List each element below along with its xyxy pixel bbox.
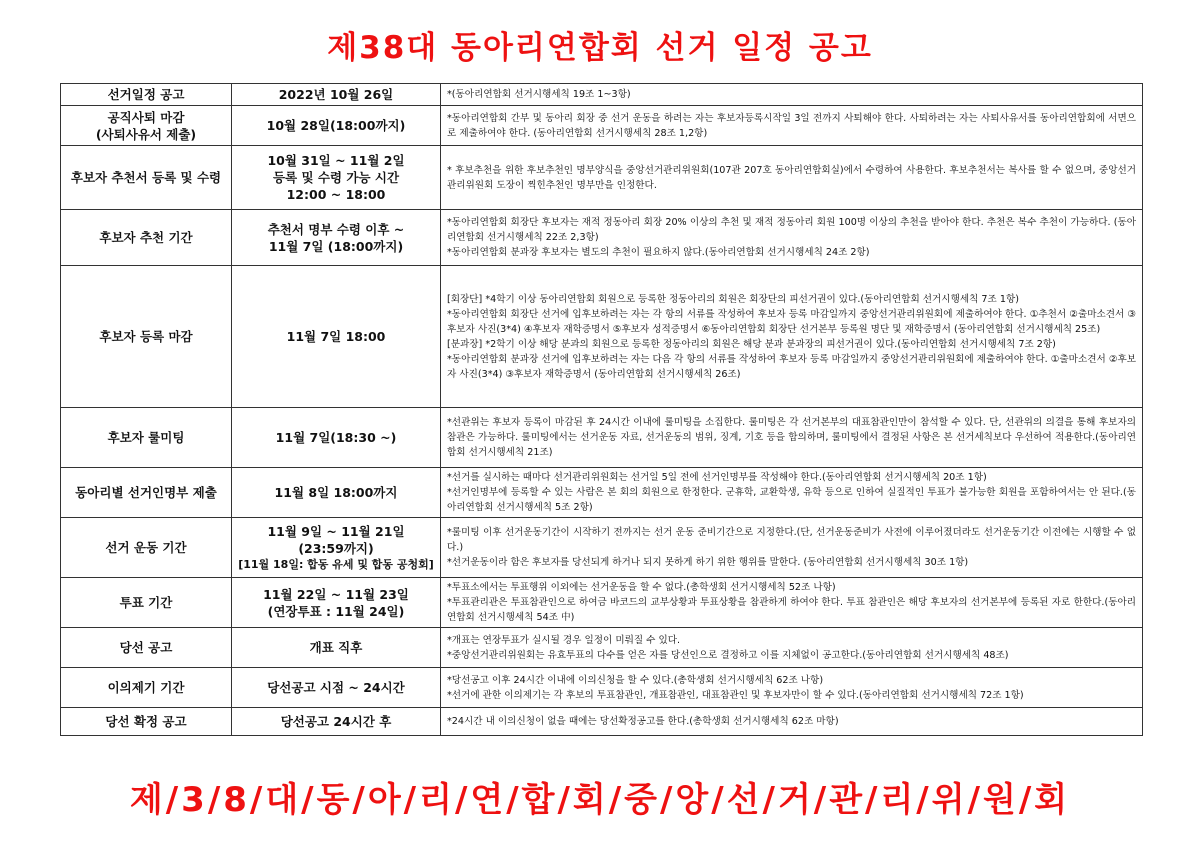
date-text: 11월 7일(18:30 ~) bbox=[275, 430, 397, 445]
event-label: 선거 운동 기간 bbox=[105, 540, 187, 555]
event-cell bbox=[61, 628, 232, 668]
note-text: *룰미팅 이후 선거운동기간이 시작하기 전까지는 선거 운동 준비기간으로 지정한다.(단, 선거운동준비가 사전에 이루어졌더라도 선거운동기간 이전에는 시행할 수 없다.) bbox=[447, 527, 1136, 553]
note-text: *당선공고 이후 24시간 이내에 이의신청을 할 수 있다.(총학생회 선거시행세칙 62조 나항) bbox=[447, 674, 824, 686]
date-text: 11월 7일 18:00 bbox=[286, 329, 386, 344]
schedule-row bbox=[61, 628, 1143, 668]
date-cell bbox=[232, 468, 441, 518]
notes-cell bbox=[441, 518, 1143, 578]
date-text: 당선공고 24시간 후 bbox=[280, 714, 392, 729]
note-text: *투표소에서는 투표행위 이외에는 선거운동을 할 수 없다.(총학생회 선거시행세칙 52조 나항) bbox=[447, 582, 836, 593]
note-text: *동아리연합회 간부 및 동아리 회장 중 선거 운동을 하려는 자는 후보자등록시작일 3일 전까지 사퇴해야 한다. 사퇴하려는 자는 사퇴사유서를 동아리연합회에 서면으로 제출하여야 한다. (동아리연합회 선거시행세칙 28조 1,2항) bbox=[447, 112, 1136, 139]
notes-cell bbox=[441, 668, 1143, 708]
event-cell bbox=[61, 408, 232, 468]
note-text: *동아리연합회 회장단 선거에 입후보하려는 자는 각 항의 서류를 작성하여 후보자 등록 마감일까지 중앙선거관리위원회에 제출하여야 한다. ①추천서 ②출마소견서 ③후보자 사진(3*4) ④후보자 재학증명서 ⑤후보자 성적증명서 ⑥동아리연합회 회장단 선거본부 등록원 명단 및 재학증명서 (동아리연합회 선거시행세칙 25조) bbox=[447, 308, 1136, 335]
note-text: *개표는 연장투표가 실시될 경우 일정이 미뤄질 수 있다. bbox=[447, 634, 681, 646]
event-cell bbox=[61, 668, 232, 708]
date-cell bbox=[232, 408, 441, 468]
note-text: *선관위는 후보자 등록이 마감된 후 24시간 이내에 룰미팅을 소집한다. 룰미팅은 각 선거본부의 대표참관인만이 참석할 수 있다. 단, 선관위의 의결을 통해 후보자의 참관은 가능하다. 룰미팅에서는 선거운동 자료, 선거운동의 범위, 징계, 기호 등을 합의하며, 룰미팅에서 결정된 사항은 본 선거세칙보다 우선하여 적용한다.(동아리연합회 선거시행세칙 21조) bbox=[447, 417, 1136, 458]
event-cell bbox=[61, 708, 232, 736]
date-text: 개표 직후 bbox=[309, 640, 363, 655]
event-label: 후보자 룰미팅 bbox=[107, 430, 185, 445]
note-text: *동아리연합회 회장단 후보자는 재적 정동아리 회장 20% 이상의 추천 및 재적 정동아리 회원 100명 이상의 추천을 받아야 한다. 추천은 복수 추천이 가능하다. (동아리연합회 선거시행세칙 22조 2,3항) bbox=[447, 217, 1136, 243]
note-text: *선거를 실시하는 때마다 선거관리위원회는 선거일 5일 전에 선거인명부를 작성해야 한다.(동아리연합회 선거시행세칙 20조 1항) bbox=[447, 472, 987, 483]
date-cell bbox=[232, 146, 441, 210]
date-cell bbox=[232, 106, 441, 146]
event-label: 후보자 등록 마감 bbox=[99, 329, 193, 344]
date-cell bbox=[232, 628, 441, 668]
event-label: 공직사퇴 마감 bbox=[107, 109, 185, 125]
schedule-table-body bbox=[61, 84, 1143, 736]
event-cell bbox=[61, 146, 232, 210]
note-text: *24시간 내 이의신청이 없을 때에는 당선확정공고를 한다.(총학생회 선거시행세칙 62조 마항) bbox=[447, 716, 839, 727]
date-note: [11월 18일: 합동 유세 및 합동 공청회] bbox=[238, 557, 434, 571]
event-label: 후보자 추천 기간 bbox=[99, 230, 193, 245]
schedule-row bbox=[61, 210, 1143, 266]
note-text: *선거운동이라 함은 후보자를 당선되게 하거나 되지 못하게 하기 위한 행위를 말한다. (동아리연합회 선거시행세칙 30조 1항) bbox=[447, 557, 969, 568]
date-text: 11월 7일 (18:00까지) bbox=[268, 238, 404, 254]
notes-cell bbox=[441, 408, 1143, 468]
note-text: [회장단] *4학기 이상 동아리연합회 회원으로 등록한 정동아리의 회원은 회장단의 피선거권이 있다.(동아리연합회 선거시행세칙 7조 1항) bbox=[447, 293, 1019, 305]
schedule-row bbox=[61, 708, 1143, 736]
notes-cell bbox=[441, 578, 1143, 628]
schedule-row bbox=[61, 408, 1143, 468]
event-cell bbox=[61, 468, 232, 518]
event-label: 당선 확정 공고 bbox=[105, 714, 187, 729]
event-label: 선거일정 공고 bbox=[107, 87, 185, 102]
event-cell bbox=[61, 578, 232, 628]
notes-cell bbox=[441, 106, 1143, 146]
note-text: *동아리연합회 분과장 선거에 입후보하려는 자는 다음 각 항의 서류를 작성하여 후보자 등록 마감일까지 중앙선거관리위원회에 제출하여야 한다. ①출마소견서 ②후보자 사진(3*4) ③후보자 재학증명서 (동아리연합회 선거시행세칙 26조) bbox=[447, 353, 1136, 380]
note-text: *선거에 관한 이의제기는 각 후보의 투표참관인, 개표참관인, 대표참관인 및 후보자만이 할 수 있다.(동아리연합회 선거시행세칙 72조 1항) bbox=[447, 689, 1024, 701]
date-cell bbox=[232, 668, 441, 708]
date-text: 10월 28일(18:00까지) bbox=[266, 118, 406, 133]
date-cell bbox=[232, 518, 441, 578]
notes-cell bbox=[441, 468, 1143, 518]
event-label: 동아리별 선거인명부 제출 bbox=[75, 485, 217, 500]
date-text: 당선공고 시점 ~ 24시간 bbox=[267, 680, 405, 695]
event-cell bbox=[61, 106, 232, 146]
note-text: *중앙선거관리위원회는 유효투표의 다수를 얻은 자를 당선인으로 결정하고 이를 지체없이 공고한다.(동아리연합회 선거시행세칙 48조) bbox=[447, 649, 1009, 661]
event-label: 투표 기간 bbox=[119, 595, 173, 610]
note-text: *(동아리연합회 선거시행세칙 19조 1~3항) bbox=[447, 89, 631, 100]
notes-cell bbox=[441, 628, 1143, 668]
date-cell bbox=[232, 210, 441, 266]
date-text: (23:59까지) bbox=[298, 540, 374, 556]
event-cell bbox=[61, 210, 232, 266]
note-text: *동아리연합회 분과장 후보자는 별도의 추천이 필요하지 않다.(동아리연합회 선거시행세칙 24조 2항) bbox=[447, 247, 870, 258]
date-text: 10월 31일 ~ 11월 2일 bbox=[267, 153, 405, 168]
election-schedule-table bbox=[60, 83, 1143, 736]
note-text: *선거인명부에 등록할 수 있는 사람은 본 회의 회원으로 한정한다. 군휴학, 교환학생, 유학 등으로 인하여 실질적인 투표가 불가능한 회원을 포함하여서는 안 된다.(동아리연합회 선거시행세칙 5조 2항) bbox=[447, 487, 1136, 513]
schedule-row bbox=[61, 468, 1143, 518]
date-cell bbox=[232, 266, 441, 408]
schedule-row bbox=[61, 668, 1143, 708]
notes-cell bbox=[441, 266, 1143, 408]
date-text: 11월 9일 ~ 11월 21일 bbox=[267, 523, 405, 539]
notes-cell bbox=[441, 146, 1143, 210]
event-label: 당선 공고 bbox=[119, 640, 173, 655]
date-text: 등록 및 수령 가능 시간 bbox=[272, 170, 400, 185]
committee-signature: 제/3/8/대/동/아/리/연/합/회/중/앙/선/거/관/리/위/원/회 bbox=[129, 780, 1071, 820]
date-text: 11월 8일 18:00까지 bbox=[274, 485, 398, 500]
date-text: (연장투표 : 11월 24일) bbox=[267, 603, 405, 619]
event-label: 이의제기 기간 bbox=[107, 680, 185, 695]
event-cell bbox=[61, 266, 232, 408]
note-text: [분과장] *2학기 이상 해당 분과의 회원으로 등록한 정동아리의 회원은 해당 분과 분과장의 피선거권이 있다.(동아리연합회 선거시행세칙 7조 2항) bbox=[447, 338, 1056, 350]
event-label: (사퇴사유서 제출) bbox=[95, 126, 197, 142]
event-cell bbox=[61, 518, 232, 578]
date-text: 2022년 10월 26일 bbox=[278, 87, 394, 102]
page-title: 제38대 동아리연합회 선거 일정 공고 bbox=[327, 30, 873, 66]
date-text: 12:00 ~ 18:00 bbox=[286, 187, 386, 202]
date-cell bbox=[232, 84, 441, 106]
date-text: 11월 22일 ~ 11월 23일 bbox=[263, 586, 409, 602]
notes-cell bbox=[441, 708, 1143, 736]
schedule-row bbox=[61, 106, 1143, 146]
schedule-row bbox=[61, 84, 1143, 106]
event-cell bbox=[61, 84, 232, 106]
event-label: 후보자 추천서 등록 및 수령 bbox=[70, 170, 222, 185]
note-text: * 후보추천을 위한 후보추천인 명부양식을 중앙선거관리위원회(107관 207호 동아리연합회실)에서 수령하여 사용한다. 후보추천서는 복사를 할 수 없으며, 중앙선거관리위원회 도장이 찍힌추천인 명부만을 인정한다. bbox=[447, 164, 1136, 191]
schedule-row bbox=[61, 266, 1143, 408]
schedule-row bbox=[61, 146, 1143, 210]
notes-cell bbox=[441, 84, 1143, 106]
date-cell bbox=[232, 578, 441, 628]
schedule-row bbox=[61, 518, 1143, 578]
note-text: *투표관리관은 투표참관인으로 하여금 바코드의 교부상황과 투표상황을 참관하게 하여야 한다. 투표 참관인은 해당 후보자의 선거본부에 등록된 자로 한한다.(동아리연합회 선거시행세칙 54조 中) bbox=[447, 597, 1136, 623]
date-cell bbox=[232, 708, 441, 736]
notes-cell bbox=[441, 210, 1143, 266]
schedule-row bbox=[61, 578, 1143, 628]
date-text: 추천서 명부 수령 이후 ~ bbox=[267, 221, 405, 237]
